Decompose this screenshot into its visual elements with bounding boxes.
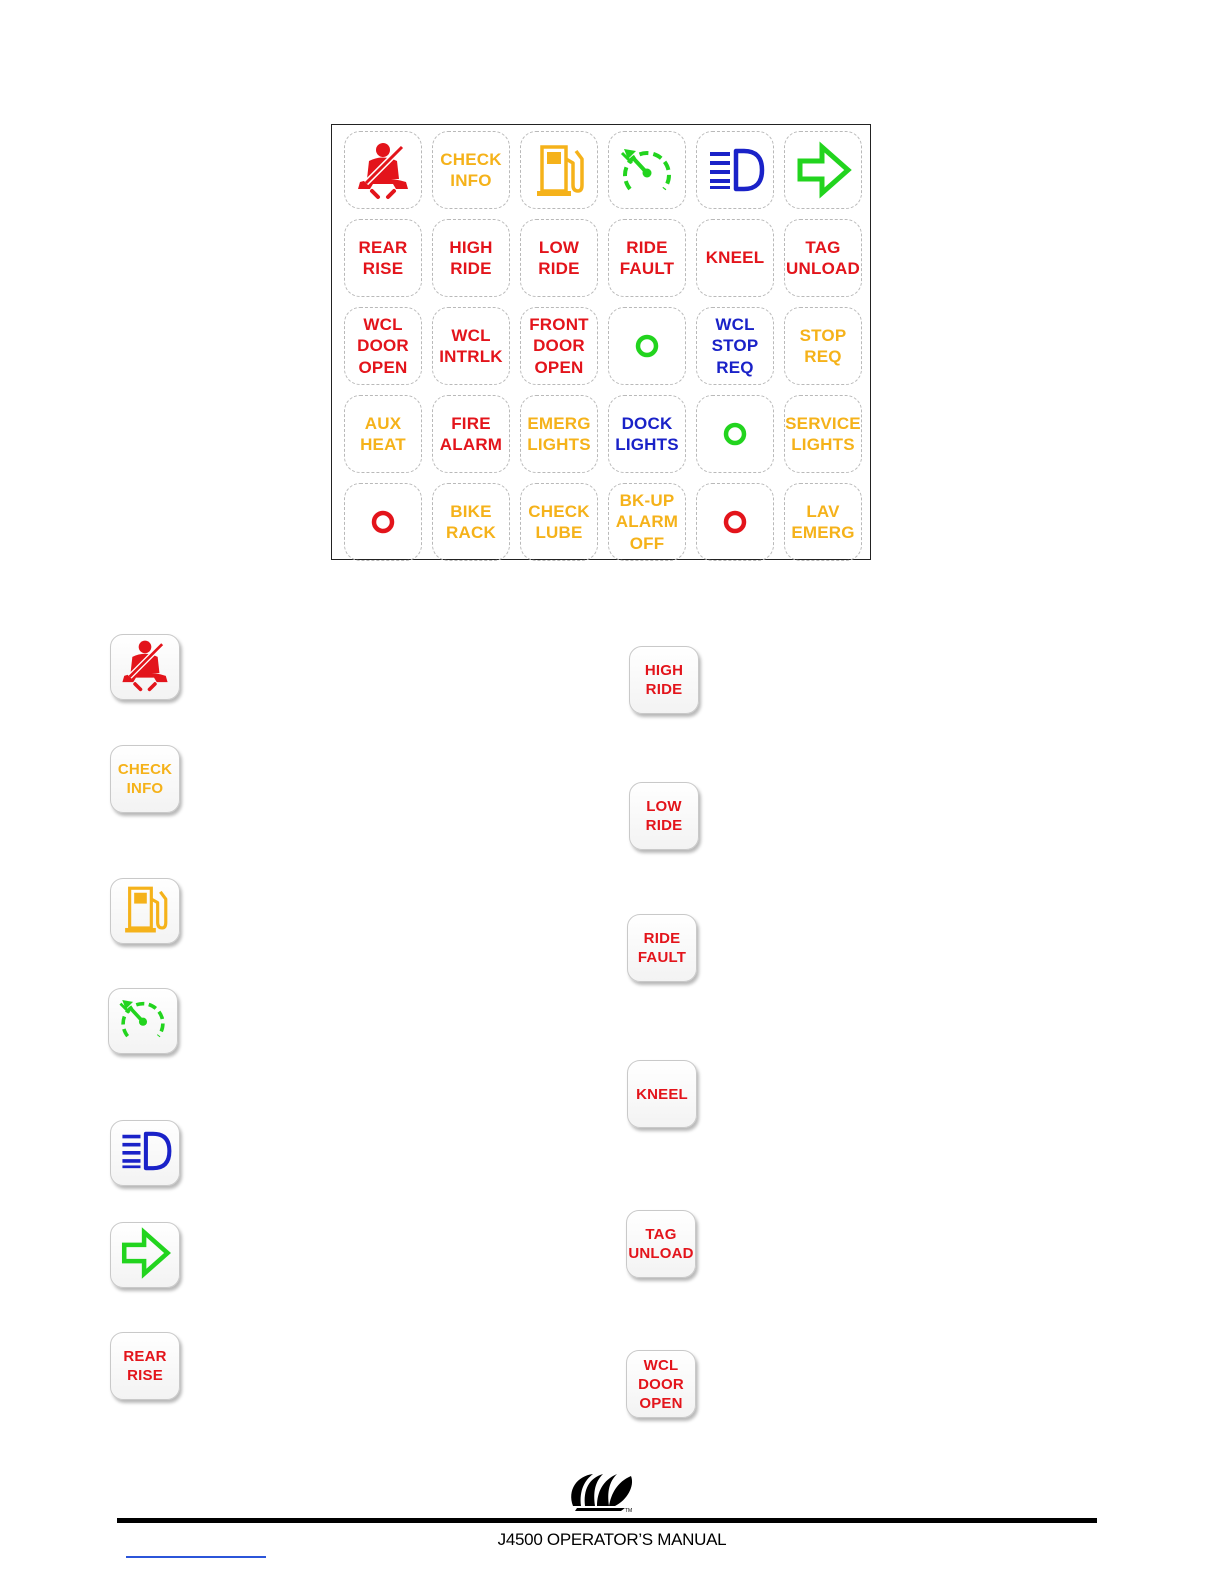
- panel-cell-ring: [696, 483, 774, 561]
- telltale-label-line: KNEEL: [636, 1085, 688, 1103]
- high-beam-icon: [704, 139, 766, 201]
- telltale-label-line: RISE: [362, 259, 404, 278]
- seatbelt-icon: [352, 139, 414, 201]
- telltale-label-line: LUBE: [535, 523, 583, 542]
- telltale-label-line: WCL: [643, 1356, 679, 1374]
- telltale-label-line: KNEEL: [705, 248, 765, 268]
- telltale-label-line: BIKE: [450, 501, 492, 521]
- legend-item-seatbelt: [110, 634, 180, 700]
- panel-cell-high-ride: [432, 219, 510, 297]
- panel-cell-seatbelt: [344, 131, 422, 209]
- telltale-label-line: INFO: [450, 171, 492, 190]
- legend-item-wcl-door-open: [626, 1350, 696, 1418]
- telltale-label-line: INTRLK: [439, 347, 503, 366]
- ring-icon: [352, 491, 414, 553]
- telltale-label-line: HEAT: [360, 435, 406, 454]
- telltale-label-line: RIDE: [626, 237, 668, 257]
- telltale-label-line: ALARM: [615, 512, 679, 532]
- panel-cell-wcl-stop-req: [696, 307, 774, 385]
- panel-cell-fuel-pump: [520, 131, 598, 209]
- panel-cell-low-ride: [520, 219, 598, 297]
- telltale-label-line: EMERG: [791, 523, 855, 542]
- panel-cell-aux-heat: [344, 395, 422, 473]
- legend-item-kneel: [627, 1060, 697, 1128]
- panel-cell-service-lights: [784, 395, 862, 473]
- telltale-label-line: RACK: [446, 523, 496, 542]
- panel-cell-wcl-door-open: [344, 307, 422, 385]
- panel-cell-rear-rise: [344, 219, 422, 297]
- panel-cell-wcl-intrlk: [432, 307, 510, 385]
- turn-arrow-icon: [117, 1225, 173, 1286]
- ring-icon: [616, 315, 678, 377]
- panel-cell-check-lube: [520, 483, 598, 561]
- telltale-label-line: LOW: [538, 237, 580, 257]
- panel-cell-front-door-open: [520, 307, 598, 385]
- telltale-label-line: REQ: [804, 347, 842, 366]
- fuel-pump-icon: [528, 139, 590, 201]
- telltale-label-line: ALARM: [439, 435, 503, 454]
- telltale-label-line: CHECK: [117, 761, 173, 778]
- telltale-label-line: STOP: [799, 325, 847, 345]
- panel-cell-dock-lights: [608, 395, 686, 473]
- legend-item-turn-arrow: [110, 1222, 180, 1288]
- telltale-label-line: UNLOAD: [786, 259, 860, 278]
- legend-item-tag-unload: [626, 1210, 696, 1278]
- telltale-label-line: FIRE: [451, 413, 491, 433]
- telltale-label-line: FAULT: [637, 949, 687, 966]
- panel-cell-fire-alarm: [432, 395, 510, 473]
- telltale-label-line: OPEN: [534, 357, 584, 377]
- legend-item-high-ride: [629, 646, 699, 714]
- telltale-label-line: WCL: [363, 314, 403, 334]
- ring-icon: [704, 403, 766, 465]
- telltale-label-line: HIGH: [449, 237, 493, 257]
- telltale-label-line: REAR: [358, 237, 408, 257]
- panel-cell-cruise-control: [608, 131, 686, 209]
- telltale-label-line: LOW: [646, 798, 682, 815]
- telltale-label-line: REQ: [716, 357, 754, 377]
- telltale-label-line: FRONT: [529, 314, 589, 334]
- ring-icon: [704, 491, 766, 553]
- telltale-label-line: RIDE: [645, 817, 683, 834]
- telltale-label-line: INFO: [126, 780, 164, 797]
- legend-item-rear-rise: [110, 1332, 180, 1400]
- telltale-label-line: OPEN: [358, 357, 408, 377]
- legend-item-ride-fault: [627, 914, 697, 982]
- telltale-label-line: RIDE: [538, 259, 580, 278]
- high-beam-icon: [117, 1123, 173, 1184]
- telltale-label-line: RIDE: [450, 259, 492, 278]
- panel-cell-bike-rack: [432, 483, 510, 561]
- panel-cell-emerg-lights: [520, 395, 598, 473]
- panel-cell-ring: [344, 483, 422, 561]
- legend-item-check-info: [110, 745, 180, 813]
- telltale-label-line: LIGHTS: [791, 435, 855, 454]
- telltale-label-line: SERVICE: [785, 413, 861, 433]
- panel-cell-lav-emerg: [784, 483, 862, 561]
- telltale-label-line: DOOR: [357, 336, 409, 356]
- telltale-label-line: HIGH: [644, 662, 684, 679]
- telltale-label-line: LIGHTS: [527, 435, 591, 454]
- manufacturer-logo-icon: [565, 1468, 637, 1519]
- legend-item-fuel-pump: [110, 878, 180, 944]
- telltale-label-line: DOCK: [621, 413, 673, 433]
- telltale-label-line: TAG: [645, 1226, 677, 1243]
- telltale-label-line: EMERG: [527, 413, 591, 433]
- footer-rule: [117, 1518, 1097, 1523]
- telltale-label-line: BK-UP: [619, 490, 675, 510]
- telltale-label-line: WCL: [715, 314, 755, 334]
- legend-item-high-beam: [110, 1120, 180, 1186]
- telltale-label-line: DOOR: [638, 1375, 684, 1393]
- telltale-label-line: LAV: [806, 501, 840, 521]
- legend-item-cruise-control: [108, 988, 178, 1054]
- panel-cell-ring: [696, 395, 774, 473]
- panel-cell-stop-req: [784, 307, 862, 385]
- cruise-control-icon: [616, 139, 678, 201]
- telltale-label-line: FAULT: [619, 259, 675, 278]
- telltale-label-line: TAG: [805, 237, 841, 257]
- panel-cell-kneel: [696, 219, 774, 297]
- panel-cell-bk-up-alarm-off: [608, 483, 686, 561]
- turn-arrow-icon: [792, 139, 854, 201]
- fuel-pump-icon: [117, 881, 173, 942]
- telltale-label-line: RIDE: [645, 681, 683, 698]
- legend-item-low-ride: [629, 782, 699, 850]
- telltale-label-line: UNLOAD: [628, 1245, 694, 1262]
- panel-cell-high-beam: [696, 131, 774, 209]
- telltale-label-line: OFF: [629, 533, 665, 553]
- panel-cell-check-info: [432, 131, 510, 209]
- telltale-label-line: STOP: [711, 336, 759, 356]
- cruise-control-icon: [115, 991, 171, 1052]
- footer-link-underline: [126, 1556, 266, 1558]
- telltale-label-line: RIDE: [643, 930, 681, 947]
- svg-text:TM: TM: [625, 1508, 633, 1514]
- telltale-label-line: OPEN: [639, 1394, 683, 1412]
- panel-cell-ride-fault: [608, 219, 686, 297]
- telltale-label-line: CHECK: [528, 501, 590, 521]
- telltale-label-line: AUX: [364, 413, 402, 433]
- panel-cell-tag-unload: [784, 219, 862, 297]
- telltale-label-line: WCL: [451, 325, 491, 345]
- telltale-panel: [331, 124, 871, 560]
- telltale-label-line: RISE: [127, 1367, 163, 1384]
- telltale-label-line: CHECK: [440, 149, 502, 169]
- seatbelt-icon: [117, 637, 173, 698]
- panel-cell-turn-arrow: [784, 131, 862, 209]
- panel-cell-ring: [608, 307, 686, 385]
- telltale-label-line: LIGHTS: [615, 435, 679, 454]
- telltale-label-line: DOOR: [533, 336, 585, 356]
- telltale-label-line: REAR: [123, 1348, 167, 1365]
- manual-title: J4500 OPERATOR’S MANUAL: [497, 1530, 727, 1549]
